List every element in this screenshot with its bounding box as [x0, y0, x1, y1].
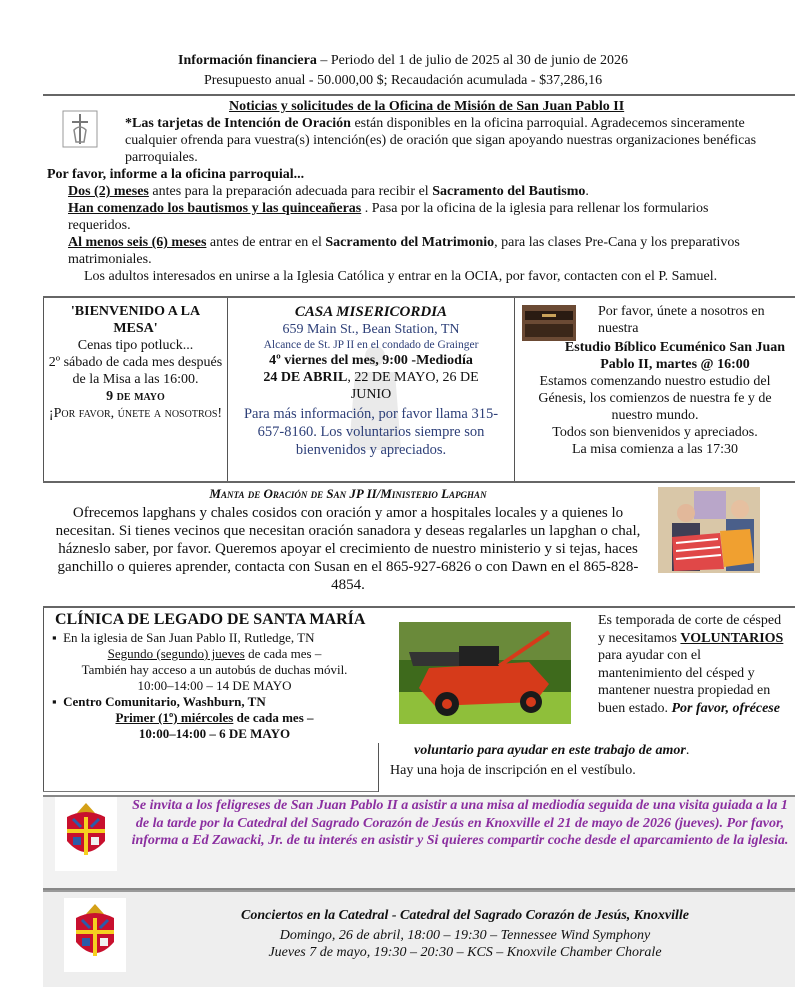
prayer-cards-label: *Las tarjetas de Intención de Oración [125, 116, 351, 131]
bible-title: Estudio Bíblico Ecuménico San Juan Pablo II, martes @ 16:00 [564, 340, 786, 372]
concerts-title: Conciertos en la Catedral - Catedral del Sagrado Corazón de Jesús, Knoxville [240, 908, 690, 923]
lawn-signup: Hay una hoja de inscripción en el vestíbulo. [390, 763, 636, 778]
clinic-location-1-text: En la iglesia de San Juan Pablo II, Rutledge, TN [63, 630, 315, 645]
lawn-please: Por favor, ofrécese [671, 700, 780, 716]
bienvenido-date: 9 de mayo [106, 389, 165, 404]
lawn-volunteers: VOLUNTARIOS [680, 630, 784, 646]
clinic-when-2 [52, 710, 377, 726]
lawn-appeal [414, 742, 794, 759]
clinic-location-2: ▪ Centro Comunitario, Washburn, TN [52, 694, 266, 709]
cathedral-crest-icon [64, 898, 126, 972]
casa-address: 659 Main St., Bean Station, TN [282, 322, 460, 337]
prayer-cards-text: están disponibles en la oficina parroquial. Agradecemos sinceramente cualquier ofrenda para vuestra(s) intención(es) de oración que sigan apoyando nuestras organizaciones benéficas parroquiales. [125, 116, 757, 165]
bible-mass-time: La misa comienza a las 17:30 [572, 442, 738, 457]
bienvenido-line2: 2º sábado de cada mes después de la Misa a las 16:00. [48, 355, 223, 387]
clinic-when-1-rest: de cada mes – [244, 646, 322, 661]
casa-info: Para más información, por favor llama 315-657-8160. Los voluntarios siempre son bienvenidos y apreciados. [243, 406, 499, 458]
prayer-hands-icon [60, 108, 100, 150]
lawn-appeal-text: voluntario para ayudar en este trabajo de amor [414, 743, 686, 758]
bible-welcome: Todos son bienvenidos y apreciados. [552, 425, 758, 440]
column-border [378, 743, 379, 792]
marriage-sacrament: Sacramento del Matrimonio [325, 235, 495, 250]
marriage-deadline: Al menos seis (6) meses [68, 235, 207, 250]
clinic-when-1-day: Segundo (segundo) jueves [107, 646, 245, 661]
finance-period: – Periodo del 1 de julio de 2025 al 30 de junio de 2026 [316, 53, 628, 68]
bible-icon [522, 305, 576, 341]
clinic-when-1 [52, 646, 377, 662]
divider [43, 94, 795, 96]
lawn-intro: Es temporada de corte de césped y necesitamos [598, 613, 782, 646]
manta-title: Manta de Oración de San JP II/Ministerio Lapghan [209, 486, 487, 501]
quince-text: . Pasa por la oficina de la iglesia para rellenar los formularios requeridos. [68, 201, 709, 233]
clinic-time-1: 10:00–14:00 – 14 DE MAYO [137, 678, 292, 693]
bienvenido-block [48, 303, 223, 422]
divider [43, 481, 795, 483]
baptism-end: . [585, 184, 589, 199]
clinic-when-2-day: Primer (1º) miércoles [115, 710, 234, 725]
clinic-block [52, 610, 377, 742]
prayer-cards-note [125, 115, 785, 166]
finance-label: Información financiera [178, 53, 317, 68]
bible-desc: Estamos comenzando nuestro estudio del Génesis, los comienzos de nuestra fe y de nuestro mundo. [538, 374, 772, 423]
concert-2: Jueves 7 de mayo, 19:30 – 20:30 – KCS – Knoxvile Chamber Chorale [268, 945, 662, 960]
bienvenido-line1: Cenas tipo potluck... [77, 338, 194, 353]
bienvenido-cta: ¡Por favor, únete a nosotros! [48, 406, 223, 421]
cathedral-visit-text: Se invita a los feligreses de San Juan Pablo II a asistir a una misa al mediodía seguida de una visita guiada a la 1 de la tarde por la Catedral del Sagrado Corazón de Jesús en Knoxville el 21 de mayo de 2026 (jueves). Por favor, informa a Ed Zawacki, Jr. de tu interés en asistir y Si quieres compartir coche desde el aparcamiento de la iglesia. [131, 798, 789, 848]
inform-heading: Por favor, informe a la oficina parroquial... [47, 167, 305, 182]
casa-schedule: 4º viernes del mes, 9:00 -Mediodía [269, 353, 473, 368]
manta-body: Ofrecemos lapghans y chales cosidos con oración y amor a hospitales locales y a quienes lo necesitan. Si tienes vecinos que necesitan oración sanadora y deseas regalarles un lapghan o chal, házneslo saber, por favor. Queremos apoyar el crecimiento de nuestro ministerio y si tejas, haces ganchillo o quieres aprender, contacta con Susan en el 865-927-6826 o con Dawn en el 865-828-4854. [55, 505, 641, 593]
marriage-rest: , para las clases Pre-Cana y los preparativos matrimoniales. [68, 235, 740, 267]
news-title: Noticias y solicitudes de la Oficina de Misión de San Juan Pablo II [229, 99, 625, 114]
diocese-crest-icon [55, 797, 117, 871]
baptism-deadline: Dos (2) meses [68, 184, 149, 199]
lawn-appeal-end: . [685, 743, 690, 758]
baptism-text: antes para la preparación adecuada para recibir el [148, 184, 433, 199]
clinic-when-2-rest: de cada mes – [233, 710, 314, 725]
baptism-sacrament: Sacramento del Bautismo [432, 184, 586, 199]
lawnmower-photo [399, 622, 571, 724]
manta-block [48, 486, 648, 594]
marriage-note [68, 234, 788, 268]
clinic-time-2: 10:00–14:00 – 6 DE MAYO [138, 726, 291, 741]
casa-title: CASA MISERICORDIA [294, 304, 448, 320]
casa-block [232, 303, 510, 459]
concert-1: Domingo, 26 de abril, 18:00 – 19:30 – Tennessee Wind Symphony [279, 928, 651, 943]
column-border [514, 298, 515, 482]
clinic-title: CLÍNICA DE LEGADO DE SANTA MARÍA [55, 611, 366, 628]
column-border [43, 298, 44, 482]
finance-summary: Presupuesto anual - 50.000,00 $; Recaudación acumulada - $37,286,16 [203, 73, 603, 88]
bienvenido-title: 'BIENVENIDO A LA MESA' [70, 304, 201, 336]
quince-note [68, 200, 758, 234]
finance-header [0, 52, 806, 89]
lawn-block [598, 612, 788, 717]
column-border [227, 298, 228, 482]
casa-date-rest: , 22 DE MAYO, 26 DE JUNIO [347, 370, 479, 402]
clinic-shower: También hay acceso a un autobús de duchas móvil. [81, 662, 348, 677]
casa-date-next: 24 DE ABRIL [263, 370, 348, 385]
divider [43, 296, 795, 298]
ocia-note: Los adultos interesados en unirse a la Iglesia Católica y entrar en la OCIA, por favor, contacten con el P. Samuel. [84, 269, 718, 284]
column-border [43, 608, 44, 792]
casa-area: Alcance de St. JP II en el condado de Grainger [263, 339, 479, 351]
baptism-note [68, 183, 783, 200]
divider [43, 791, 378, 792]
quilters-photo [658, 487, 760, 573]
quince-heading: Han comenzado los bautismos y las quinceañeras [68, 201, 362, 216]
concerts-block [140, 907, 790, 961]
clinic-location-1: ▪ En la iglesia de San Juan Pablo II, Rutledge, TN [52, 630, 315, 645]
bible-block [519, 339, 791, 458]
lawn-text: para ayudar con el mantenimiento del césped y mantener nuestra propiedad en buen estado. [598, 648, 771, 716]
casa-dates [232, 369, 510, 403]
clinic-location-2-text: Centro Comunitario, Washburn, TN [63, 694, 266, 709]
marriage-text: antes de entrar en el [206, 235, 326, 250]
bible-invite: Por favor, únete a nosotros en nuestra [598, 304, 765, 336]
divider [43, 606, 795, 608]
